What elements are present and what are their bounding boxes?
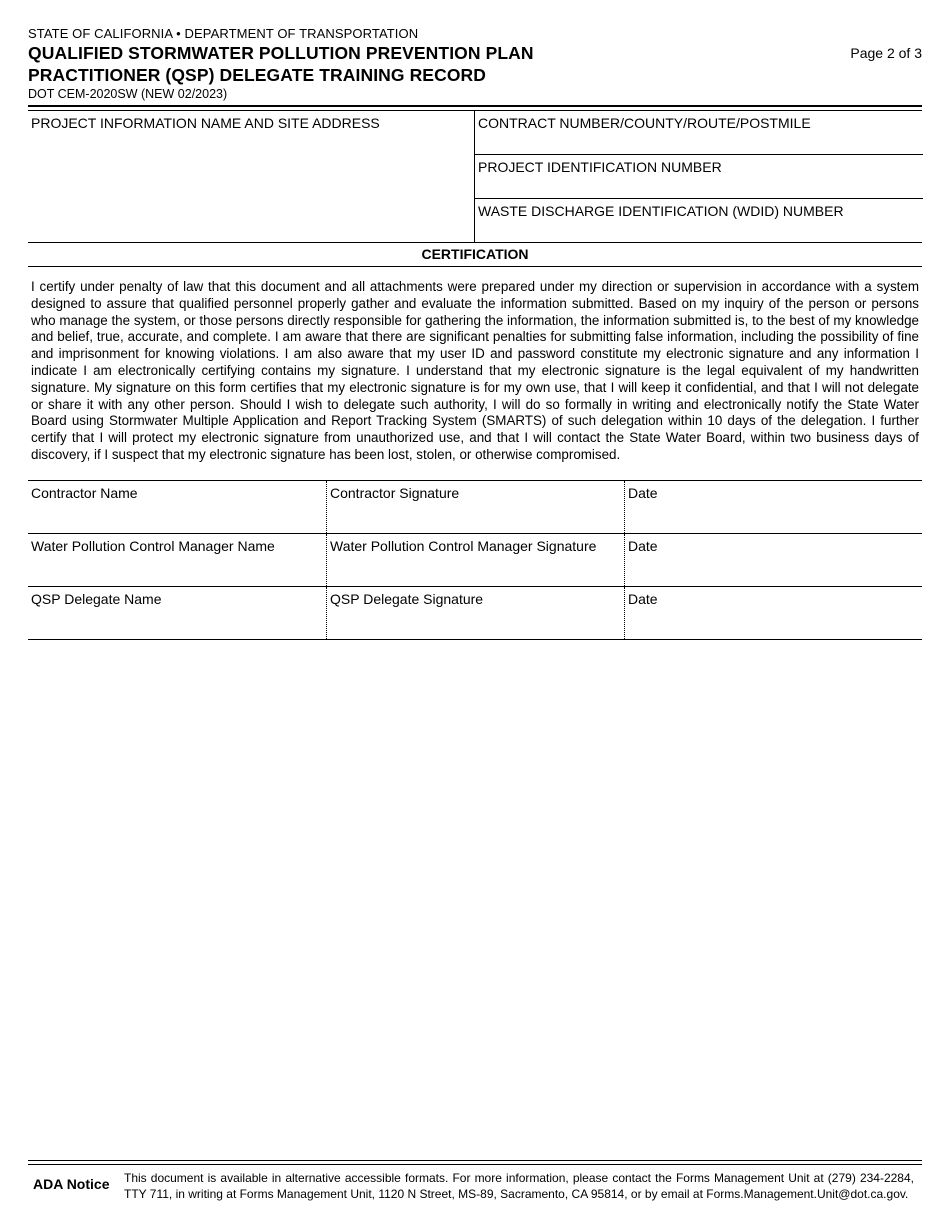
signature-row-contractor: [28, 480, 922, 533]
signature-row-wpcm: [28, 533, 922, 586]
footer-divider: [28, 1160, 922, 1161]
agency-line: STATE OF CALIFORNIA • DEPARTMENT OF TRANSPORTATION: [28, 26, 419, 41]
qsp-delegate-name-label: QSP Delegate Name: [31, 591, 162, 607]
certification-heading: CERTIFICATION: [421, 246, 529, 262]
ada-notice-label: ADA Notice: [33, 1176, 110, 1192]
wpcm-date-field[interactable]: [624, 534, 923, 586]
contract-number-label: CONTRACT NUMBER/COUNTY/ROUTE/POSTMILE: [478, 115, 811, 131]
qsp-delegate-name-field[interactable]: [28, 587, 326, 639]
wpcm-name-field[interactable]: [28, 534, 326, 586]
project-name-address-field[interactable]: [28, 110, 475, 242]
form-title: [28, 42, 534, 86]
form-title-line-2: PRACTITIONER (QSP) DELEGATE TRAINING RECORD: [28, 65, 487, 85]
wpcm-date-label: Date: [628, 538, 658, 554]
contractor-date-label: Date: [628, 485, 658, 501]
contractor-signature-label: Contractor Signature: [330, 485, 460, 501]
signature-grid: [28, 480, 922, 640]
certification-divider: [28, 266, 922, 267]
header-divider: [28, 105, 922, 107]
wdid-number-field[interactable]: [475, 198, 923, 242]
signature-row-qsp-delegate: [28, 586, 922, 640]
qsp-delegate-signature-label: QSP Delegate Signature: [330, 591, 484, 607]
qsp-delegate-date-label: Date: [628, 591, 658, 607]
project-id-label: PROJECT IDENTIFICATION NUMBER: [478, 159, 722, 175]
project-info-right-column: [474, 110, 923, 242]
page-indicator: Page 2 of 3: [850, 45, 922, 61]
contractor-signature-field[interactable]: [326, 481, 625, 533]
form-number: DOT CEM-2020SW (NEW 02/2023): [28, 87, 228, 101]
contractor-name-field[interactable]: [28, 481, 326, 533]
form-title-line-1: QUALIFIED STORMWATER POLLUTION PREVENTION PLAN: [28, 43, 534, 63]
project-info-divider: [28, 242, 922, 243]
wpcm-name-label: Water Pollution Control Manager Name: [31, 538, 275, 554]
qsp-delegate-signature-field[interactable]: [326, 587, 625, 639]
qsp-delegate-date-field[interactable]: [624, 587, 923, 639]
wdid-number-label: WASTE DISCHARGE IDENTIFICATION (WDID) NUMBER: [478, 203, 844, 219]
project-name-address-label: PROJECT INFORMATION NAME AND SITE ADDRESS: [31, 115, 380, 131]
ada-notice-text: This document is available in alternative accessible formats. For more information, please contact the Forms Management Unit at (279) 234-2284, TTY 711, in writing at Forms Management Unit, 1120 N Street, MS-89, Sacramento, CA 95814, or by email at Forms.Management.Unit@dot.ca.gov.: [124, 1171, 914, 1201]
contract-number-field[interactable]: [475, 110, 923, 155]
certification-statement: I certify under penalty of law that this document and all attachments were prepared under my direction or supervision in accordance with a system designed to assure that qualified personnel properly gather and evaluate the information submitted. Based on my inquiry of the person or persons who manage the system, or those persons directly responsible for gathering the information, the information submitted is, to the best of my knowledge and belief, true, accurate, and complete. I am aware that there are significant penalties for submitting false information, including the possibility of fine and imprisonment for knowing violations. I am also aware that my user ID and password constitute my electronic signature and any information I indicate I am electronically certifying contains my signature. I understand that my electronic signature is the legal equivalent of my handwritten signature. My signature on this form certifies that my electronic signature is for my own use, that I will keep it confidential, and that I will not delegate or share it with any other person. Should I wish to delegate such authority, I will do so formally in writing and electronically notify the State Water Board using Stormwater Multiple Application and Report Tracking System (SMARTS) of such delegation within 10 days of the delegation. I further certify that I will protect my electronic signature from unauthorized use, and that I will contact the State Water Board, within two business days of discovery, if I suspect that my electronic signature has been lost, stolen, or otherwise compromised.: [31, 279, 919, 462]
footer-divider-thin: [28, 1164, 922, 1165]
wpcm-signature-field[interactable]: [326, 534, 625, 586]
project-id-field[interactable]: [475, 154, 923, 199]
contractor-date-field[interactable]: [624, 481, 923, 533]
contractor-name-label: Contractor Name: [31, 485, 138, 501]
wpcm-signature-label: Water Pollution Control Manager Signature: [330, 538, 597, 554]
